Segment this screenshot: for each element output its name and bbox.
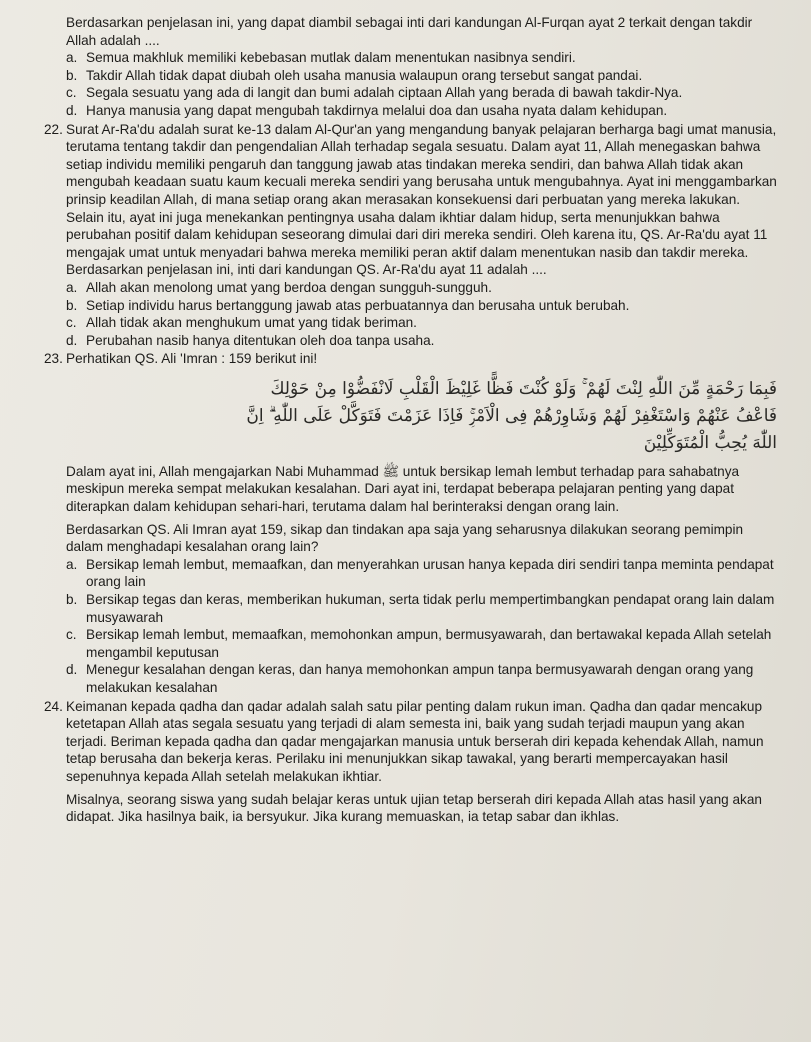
example-paragraph: Misalnya, seorang siswa yang sudah belajar keras untuk ujian tetap berserah diri kepada Allah atas hasil yang akan didapat. Jika hasilnya baik, ia bersyukur. Jika kurang memuaskan, ia tetap sabar dan ikhlas. bbox=[66, 791, 762, 825]
answer-options bbox=[66, 556, 777, 697]
answer-option[interactable]: a. Allah akan menolong umat yang berdoa dengan sungguh-sungguh. bbox=[66, 279, 492, 295]
answer-options bbox=[66, 279, 777, 349]
arabic-verse bbox=[66, 368, 777, 463]
question-23 bbox=[44, 350, 777, 696]
question-stem: Perhatikan QS. Ali 'Imran : 159 berikut ini! bbox=[66, 351, 318, 367]
answer-options bbox=[44, 49, 777, 119]
question-prompt: Berdasarkan QS. Ali Imran ayat 159, sikap dan tindakan apa saja yang seharusnya dilakukan seorang pemimpin dalam menghadapi kesalahan orang lain? bbox=[66, 521, 744, 555]
question-number: 23. bbox=[44, 351, 63, 367]
answer-option[interactable]: b. Takdir Allah tidak dapat diubah oleh usaha manusia walaupun orang tersebut sangat pandai. bbox=[66, 67, 643, 83]
question-number: 24. bbox=[44, 698, 63, 714]
answer-option[interactable]: a. Semua makhluk memiliki kebebasan mutlak dalam menentukan nasibnya sendiri. bbox=[66, 50, 576, 66]
arabic-verse-line: فَبِمَا رَحْمَةٍ مِّنَ اللّٰهِ لِنْتَ لَهُمْ ۚ وَلَوْ كُنْتَ فَظًّا غَلِيْظَ الْقَلْبِ لَانْفَضُّوْا مِنْ حَوْلِكَ bbox=[270, 378, 777, 399]
answer-option[interactable]: d. Perubahan nasib hanya ditentukan oleh doa tanpa usaha. bbox=[66, 332, 435, 348]
answer-option[interactable]: d. Menegur kesalahan dengan keras, dan hanya memohonkan ampun tanpa bermusyawarah dengan orang yang melakukan kesalahan bbox=[66, 662, 754, 695]
arabic-verse-line: فَاعْفُ عَنْهُمْ وَاسْتَغْفِرْ لَهُمْ وَشَاوِرْهُمْ فِى الْاَمْرِۚ فَاِذَا عَزَمْتَ فَتَوَكَّلْ عَلَى اللّٰهِ ۗ اِنَّ bbox=[246, 405, 777, 426]
question-24 bbox=[44, 698, 777, 826]
question-number: 22. bbox=[44, 121, 63, 137]
question-22 bbox=[44, 121, 777, 350]
answer-option[interactable]: d. Hanya manusia yang dapat mengubah takdirnya melalui doa dan usaha nyata dalam kehidupan. bbox=[66, 102, 668, 118]
answer-option[interactable]: b. Setiap individu harus bertanggung jawab atas perbuatannya dan berusaha untuk berubah. bbox=[66, 297, 630, 313]
answer-option[interactable]: c. Segala sesuatu yang ada di langit dan bumi adalah ciptaan Allah yang berada di bawah takdir-Nya. bbox=[66, 85, 683, 101]
answer-option[interactable]: c. Allah tidak akan menghukum umat yang tidak beriman. bbox=[66, 315, 417, 331]
previous-question-continuation bbox=[44, 14, 777, 120]
answer-option[interactable]: a. Bersikap lemah lembut, memaafkan, dan menyerahkan urusan hanya kepada diri sendiri tanpa meminta pendapat orang lain bbox=[66, 556, 774, 590]
question-stem: Surat Ar-Ra'du adalah surat ke-13 dalam Al-Qur'an yang mengandung banyak pelajaran berharga bagi umat manusia, terutama tentang takdir dan pengendalian Allah terhadap segala sesuatu. Dalam ayat 11, Allah menegaskan bahwa setiap individu memiliki pengaruh dan tanggung jawab atas tindakan mereka sendiri, dan bahwa Allah tidak akan mengubah keadaan suatu kaum kecuali mereka sendiri yang berusaha untuk mengubahnya. Ayat ini menggambarkan prinsip keadilan Allah, di mana setiap orang akan merasakan konsekuensi dari perbuatan yang mereka lakukan. Selain itu, ayat ini juga menekankan pentingnya usaha dalam ikhtiar dalam hidup, serta menunjukkan bahwa perubahan positif dalam kehidupan seseorang dimulai dari diri mereka sendiri. Oleh karena itu, QS. Ar-Ra'du ayat 11 mengajak umat untuk menyadari bahwa mereka memiliki peran aktif dalam menentukan nasib dan takdir mereka. Berdasarkan penjelasan ini, inti dari kandungan QS. Ar-Ra'du ayat 11 adalah .... bbox=[66, 121, 777, 278]
explanation-paragraph: Dalam ayat ini, Allah mengajarkan Nabi Muhammad ﷺ untuk bersikap lemah lembut terhadap para sahabatnya meskipun mereka sempat melakukan kesalahan. Dari ayat ini, terdapat beberapa pelajaran penting yang dapat diterapkan dalam kehidupan sehari-hari, terutama dalam hal berinteraksi dengan orang lain. bbox=[66, 463, 740, 515]
question-intro: Berdasarkan penjelasan ini, yang dapat diambil sebagai inti dari kandungan Al-Furqan ayat 2 terkait dengan takdir Allah adalah .... bbox=[66, 15, 753, 48]
answer-option[interactable]: c. Bersikap lemah lembut, memaafkan, memohonkan ampun, bermusyawarah, dan bertawakal kepada Allah setelah mengambil keputusan bbox=[66, 627, 772, 660]
arabic-verse-line: اللّٰهَ يُحِبُّ الْمُتَوَكِّلِيْنَ bbox=[643, 432, 777, 453]
answer-option[interactable]: b. Bersikap tegas dan keras, memberikan hukuman, serta tidak perlu mempertimbangkan pendapat orang lain dalam musyawarah bbox=[66, 592, 775, 625]
explanation-paragraph: Keimanan kepada qadha dan qadar adalah salah satu pilar penting dalam rukun iman. Qadha dan qadar mencakup ketetapan Allah atas segala sesuatu yang terjadi di alam semesta ini, baik yang sudah terjadi maupun yang akan terjadi. Beriman kepada qadha dan qadar mengajarkan manusia untuk berserah diri kepada kehendak Allah, namun tetap berusaha dan bekerja keras. Perilaku ini menunjukkan sikap tawakal, yang berarti mempercayakan hasil sepenuhnya kepada Allah setelah melakukan ikhtiar. bbox=[66, 698, 764, 784]
